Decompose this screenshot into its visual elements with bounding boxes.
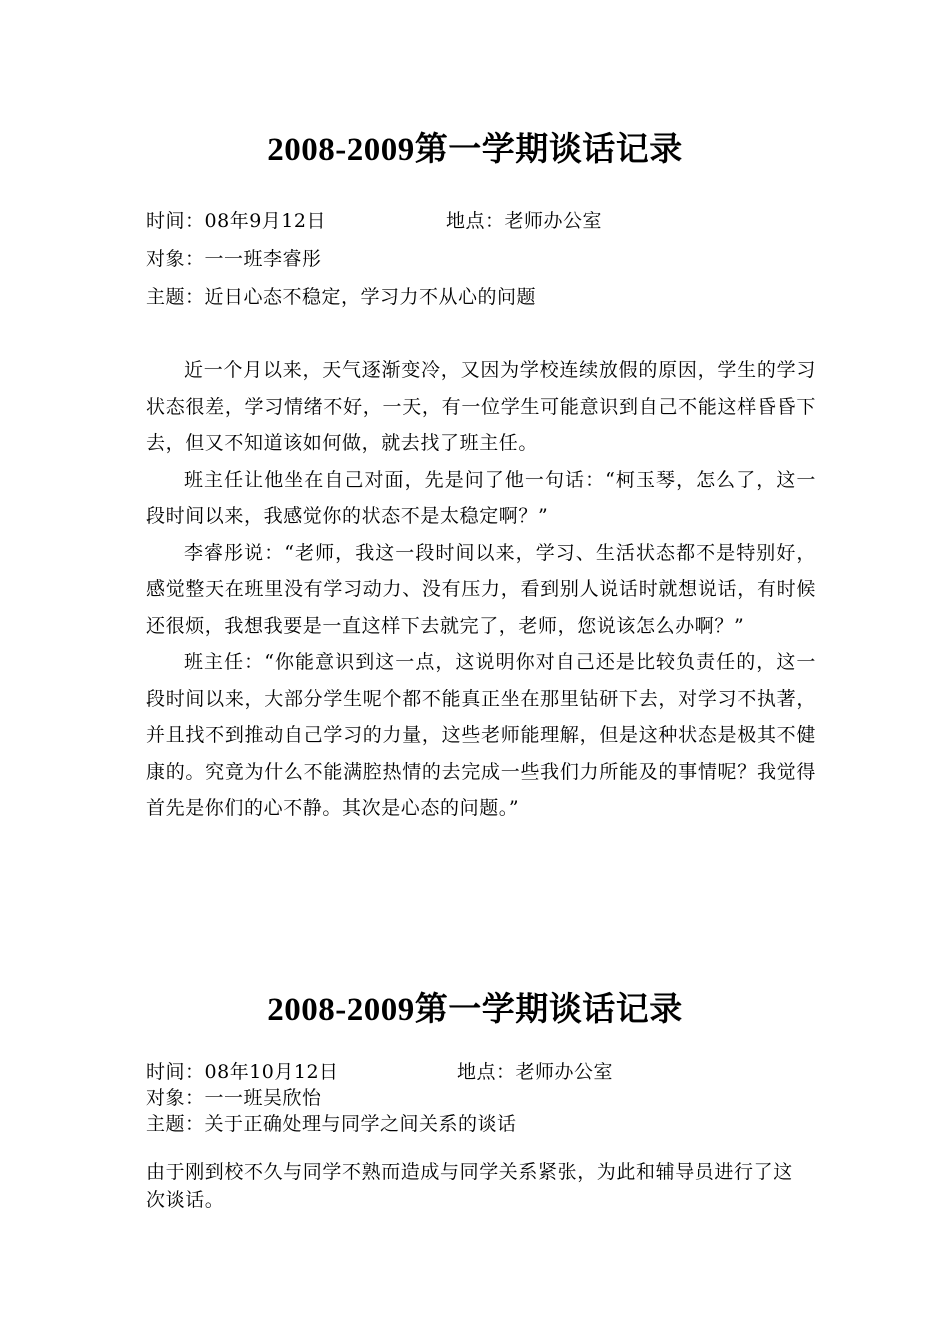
time-value: 08年9月12日 [204,210,326,232]
record-body [146,1158,811,1214]
object-value: 一一班李睿彤 [204,248,322,270]
record-title: 2008-2009第一学期谈话记录 [267,992,683,1028]
place-label: 地点： [446,210,505,232]
time-label: 时间： [146,1061,205,1083]
time-value: 08年10月12日 [204,1061,339,1083]
place-field [446,202,602,240]
place-value: 老师办公室 [515,1061,614,1083]
object-value: 一一班吴欣怡 [204,1087,322,1109]
topic-value: 近日心态不稳定，学习力不从心的问题 [204,286,537,308]
object-label: 对象： [146,248,205,270]
place-label: 地点： [457,1061,516,1083]
object-field [146,240,322,278]
time-field [146,202,326,240]
body-paragraph: 近一个月以来，天气逐渐变冷，又因为学校连续放假的原因，学生的学习状态很差，学习情绪不好，一天，有一位学生可能意识到自己不能这样昏昏下去，但又不知道该如何做，就去找了班主任。 [146,359,816,454]
body-paragraph: 班主任：“你能意识到这一点，这说明你对自己还是比较负责任的，这一段时间以来，大部分学生呢个都不能真正坐在那里钻研下去，对学习不执著，并且找不到推动自己学习的力量，这些老师能理解，但是这种状态是极其不健康的。究竟为什么不能满腔热情的去完成一些我们力所能及的事情呢？我觉得首先是你们的心不静。其次是心态的问题。” [146,651,816,819]
topic-label: 主题： [146,286,205,308]
body-paragraph: 李睿彤说：“老师，我这一段时间以来，学习、生活状态都不是特别好，感觉整天在班里没有学习动力、没有压力，看到别人说话时就想说话，有时候还很烦，我想我要是一直这样下去就完了，老师，您说该怎么办啊？” [146,541,816,637]
body-paragraph: 由于刚到校不久与同学不熟而造成与同学关系紧张，为此和辅导员进行了这次谈话。 [146,1161,793,1211]
object-label: 对象： [146,1087,205,1109]
topic-field [146,278,536,316]
place-field [457,1058,613,1086]
time-field [146,1058,339,1086]
record-title: 2008-2009第一学期谈话记录 [267,132,683,168]
time-label: 时间： [146,210,205,232]
topic-value: 关于正确处理与同学之间关系的谈话 [204,1113,517,1135]
topic-label: 主题： [146,1113,205,1135]
place-value: 老师办公室 [504,210,603,232]
record-body [146,352,816,827]
body-paragraph: 班主任让他坐在自己对面，先是问了他一句话：“柯玉琴，怎么了，这一段时间以来，我感觉你的状态不是太稳定啊？” [146,468,816,527]
topic-field [146,1110,517,1138]
object-field [146,1084,322,1112]
